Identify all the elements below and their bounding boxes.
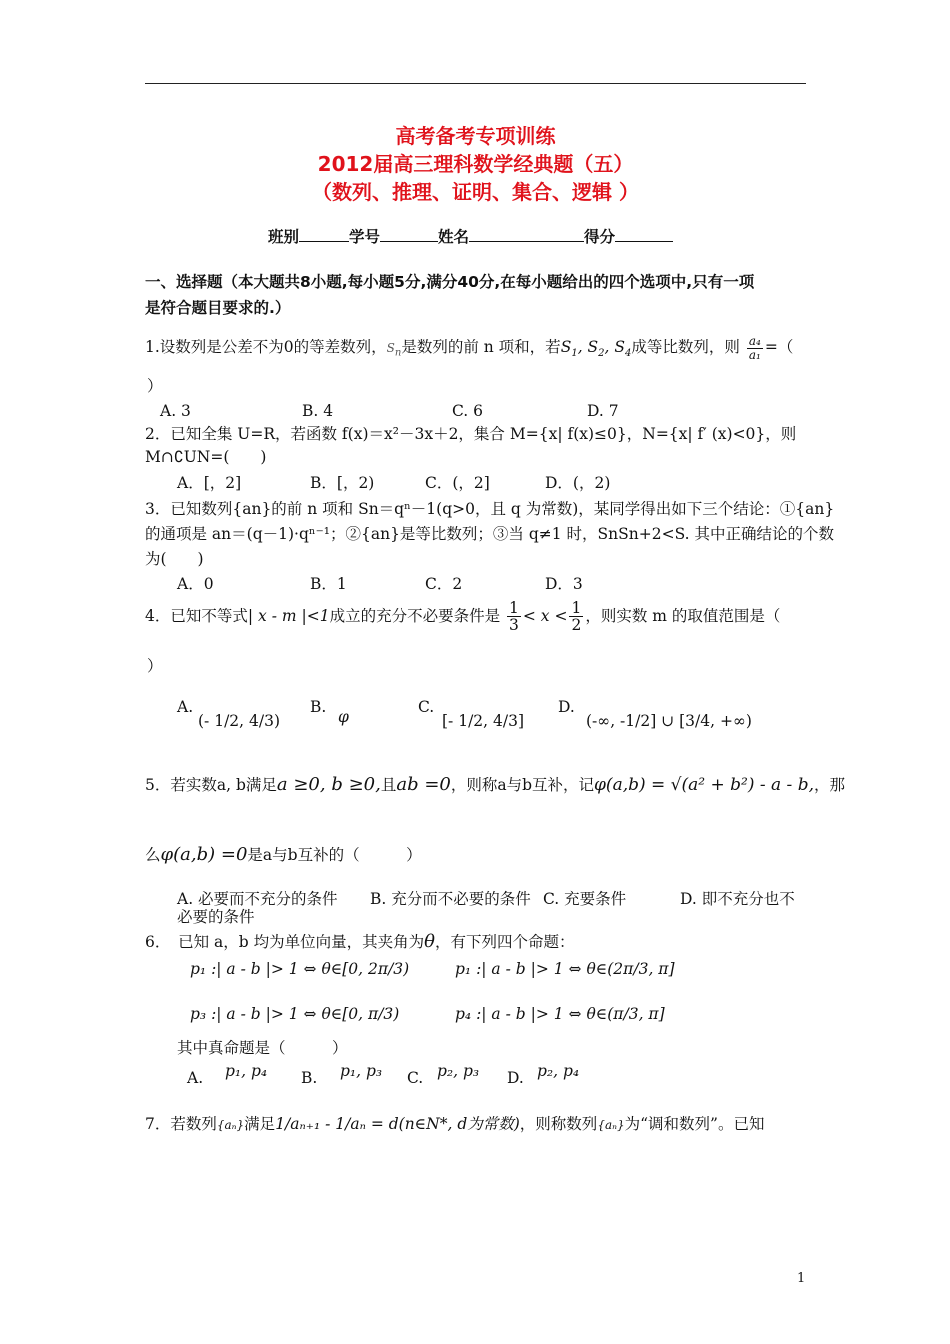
q1-s124: $S_1$, $S_2$, $S_4$ <box>560 338 632 360</box>
q6-label-c: C. <box>407 1069 424 1087</box>
q4-choice-a[interactable]: (- 1/2, 4/3) <box>198 712 281 730</box>
q1-fraction: $\frac{\text{a₄}}{\text{a₁}}$ <box>748 334 761 362</box>
q6-prop-2: p₁ :| a - b |> 1 ⇔ θ∈(2π/3, π] <box>455 960 675 978</box>
question-1 <box>145 335 793 361</box>
q2-choice-b[interactable]: B．[，2) <box>310 474 375 492</box>
q6-label-a: A. <box>187 1069 204 1087</box>
q7-text-c: ，则称数列 <box>519 1115 598 1133</box>
q1-close: ） <box>147 377 163 395</box>
header-rule <box>145 83 806 84</box>
class-blank[interactable] <box>299 227 349 242</box>
name-label: 姓名 <box>438 228 470 246</box>
question-5 <box>145 773 845 795</box>
q5-choice-d[interactable]: D. 即不充分也不 <box>680 890 795 908</box>
q7-formula: 1/aₙ₊₁ - 1/aₙ = d(n∈N*, d为常数) <box>275 1115 520 1133</box>
q5-choice-c[interactable]: C. 充要条件 <box>543 890 627 908</box>
q6-prop-1: p₁ :| a - b |> 1 ⇔ θ∈[0, 2π/3) <box>190 960 410 978</box>
q6-choice-a[interactable]: p₁, p₄ <box>225 1062 268 1080</box>
q3-choice-a[interactable]: A．0 <box>177 575 214 593</box>
q6-choice-b[interactable]: p₁, p₃ <box>340 1062 383 1080</box>
q1-choice-c[interactable]: C. 6 <box>452 402 484 420</box>
q6-text-b: ，有下列四个命题： <box>434 933 575 951</box>
q1-text-b: 是数列的前 n 项和，若 <box>401 338 561 357</box>
question-4 <box>145 600 780 634</box>
q6-prop-3: p₃ :| a - b |> 1 ⇔ θ∈[0, π/3) <box>190 1005 400 1023</box>
q7-text-b: 满足 <box>244 1115 276 1133</box>
q3-choice-d[interactable]: D．3 <box>545 575 583 593</box>
page-number: 1 <box>797 1271 806 1286</box>
q1-choice-a[interactable]: A. 3 <box>160 402 191 420</box>
q2-choice-d[interactable]: D．(，2) <box>545 474 611 492</box>
q5-cond2: ab =0 <box>396 774 451 795</box>
title-line-3: （数列、推理、证明、集合、逻辑 ） <box>312 180 639 204</box>
q6-choice-d[interactable]: p₂, p₄ <box>537 1062 580 1080</box>
q1-text-c: 成等比数列，则 <box>631 338 740 357</box>
q7-text-a: 7．若数列 <box>145 1115 217 1133</box>
q1-sn: $S_n$ <box>386 341 402 359</box>
q5-text-c: ，则称a与b互补，记 <box>450 776 595 794</box>
q4-label-b: B. <box>310 698 327 716</box>
score-blank[interactable] <box>615 227 673 242</box>
q2-line-1: 2．已知全集 U=R，若函数 f(x)＝x²－3x＋2，集合 M={x| f(x)≤0}，N={x| f′ (x)<0}，则 <box>145 425 797 443</box>
score-label: 得分 <box>584 228 616 246</box>
q1-text-a: 1.设数列是公差不为0的等差数列， <box>145 338 387 357</box>
q5-line-2 <box>145 843 422 865</box>
q4-inequality: | x - m |<1 <box>247 606 330 625</box>
q3-choice-c[interactable]: C．2 <box>425 575 463 593</box>
q4-cond-right: $\frac{1}{2}$ <box>571 599 582 635</box>
q5-text-b: 且 <box>380 776 397 794</box>
q6-text: 6． 已知 a，b 均为单位向量，其夹角为 <box>145 933 425 951</box>
info-line <box>268 225 673 247</box>
q3-line-1: 3．已知数列{an}的前 n 项和 Sn＝qⁿ－1(q>0，且 q 为常数)，某同学得出如下三个结论：①{an} <box>145 500 835 518</box>
q5-choice-a[interactable]: A. 必要而不充分的条件 <box>177 890 338 908</box>
q4-choice-c[interactable]: [- 1/2, 4/3] <box>442 712 525 730</box>
q4-cond-left: $\frac{1}{3}$ <box>509 599 519 635</box>
q3-line-3: 为( ) <box>145 550 204 568</box>
question-7 <box>145 1112 764 1134</box>
q4-text-b: 成立的充分不必要条件是 <box>329 606 501 625</box>
q1-choice-b[interactable]: B. 4 <box>302 402 334 420</box>
section-heading-line-2: 是符合题目要求的.） <box>145 299 291 317</box>
title-line-1: 高考备考专项训练 <box>395 124 556 148</box>
q1-choice-d[interactable]: D. 7 <box>587 402 619 420</box>
q3-choice-b[interactable]: B．1 <box>310 575 347 593</box>
class-label: 班别 <box>268 228 300 246</box>
q5-phi: φ(a,b) = √(a² + b²) - a - b, <box>594 775 814 795</box>
name-blank[interactable] <box>469 227 584 242</box>
q4-label-c: C. <box>418 698 435 716</box>
q5-choice-d-cont: 必要的条件 <box>177 908 255 926</box>
q5-line2-b: 是a与b互补的（ ） <box>247 846 422 864</box>
q2-choice-a[interactable]: A．[，2] <box>177 474 242 492</box>
q6-choice-c[interactable]: p₂, p₃ <box>437 1062 480 1080</box>
q7-seq-2: {aₙ} <box>597 1118 625 1132</box>
q6-theta: θ <box>424 931 435 952</box>
q1-text-d: =（ <box>764 338 794 357</box>
q6-prop-4: p₄ :| a - b |> 1 ⇔ θ∈(π/3, π] <box>455 1005 665 1023</box>
q5-phi0: φ(a,b) =0 <box>160 844 248 865</box>
q6-label-d: D. <box>507 1069 524 1087</box>
q5-text-a: 5．若实数a, b满足 <box>145 776 277 794</box>
q5-choice-b[interactable]: B. 充分而不必要的条件 <box>370 890 531 908</box>
id-blank[interactable] <box>380 227 438 242</box>
q4-choice-d[interactable]: (-∞, -1/2] ∪ [3/4, +∞) <box>586 712 752 730</box>
q5-text-d: ，那 <box>814 776 846 794</box>
q6-label-b: B. <box>301 1069 318 1087</box>
q2-line-2: M∩∁UN=( ) <box>145 448 267 466</box>
q4-label-d: D. <box>558 698 575 716</box>
q4-cond-mid: < x < <box>522 606 568 625</box>
q4-label-a: A. <box>177 698 194 716</box>
q7-text-d: 为“调和数列”。已知 <box>624 1115 765 1133</box>
q5-cond: a ≥0, b ≥0, <box>276 774 381 795</box>
title-line-2: 2012届高三理科数学经典题（五） <box>317 152 634 176</box>
q4-choice-b[interactable]: φ <box>338 708 349 726</box>
section-heading-line-1: 一、选择题（本大题共8小题,每小题5分,满分40分,在每小题给出的四个选项中,只有一项 <box>145 273 755 291</box>
q5-line2-a: 么 <box>145 846 161 864</box>
q4-text-a: 4．已知不等式 <box>145 606 248 625</box>
q2-choice-c[interactable]: C．(，2] <box>425 474 490 492</box>
q6-prompt: 其中真命题是（ ） <box>177 1039 348 1057</box>
q4-close: ） <box>147 657 163 675</box>
q7-seq: {aₙ} <box>216 1118 245 1132</box>
q3-line-2: 的通项是 an＝(q－1)·qⁿ⁻¹；②{an}是等比数列；③当 q≠1 时，SnSn+2<S. 其中正确结论的个数 <box>145 525 835 543</box>
q6-line-1 <box>145 930 575 952</box>
id-label: 学号 <box>349 228 381 246</box>
q4-text-c: ，则实数 m 的取值范围是（ <box>585 606 781 625</box>
